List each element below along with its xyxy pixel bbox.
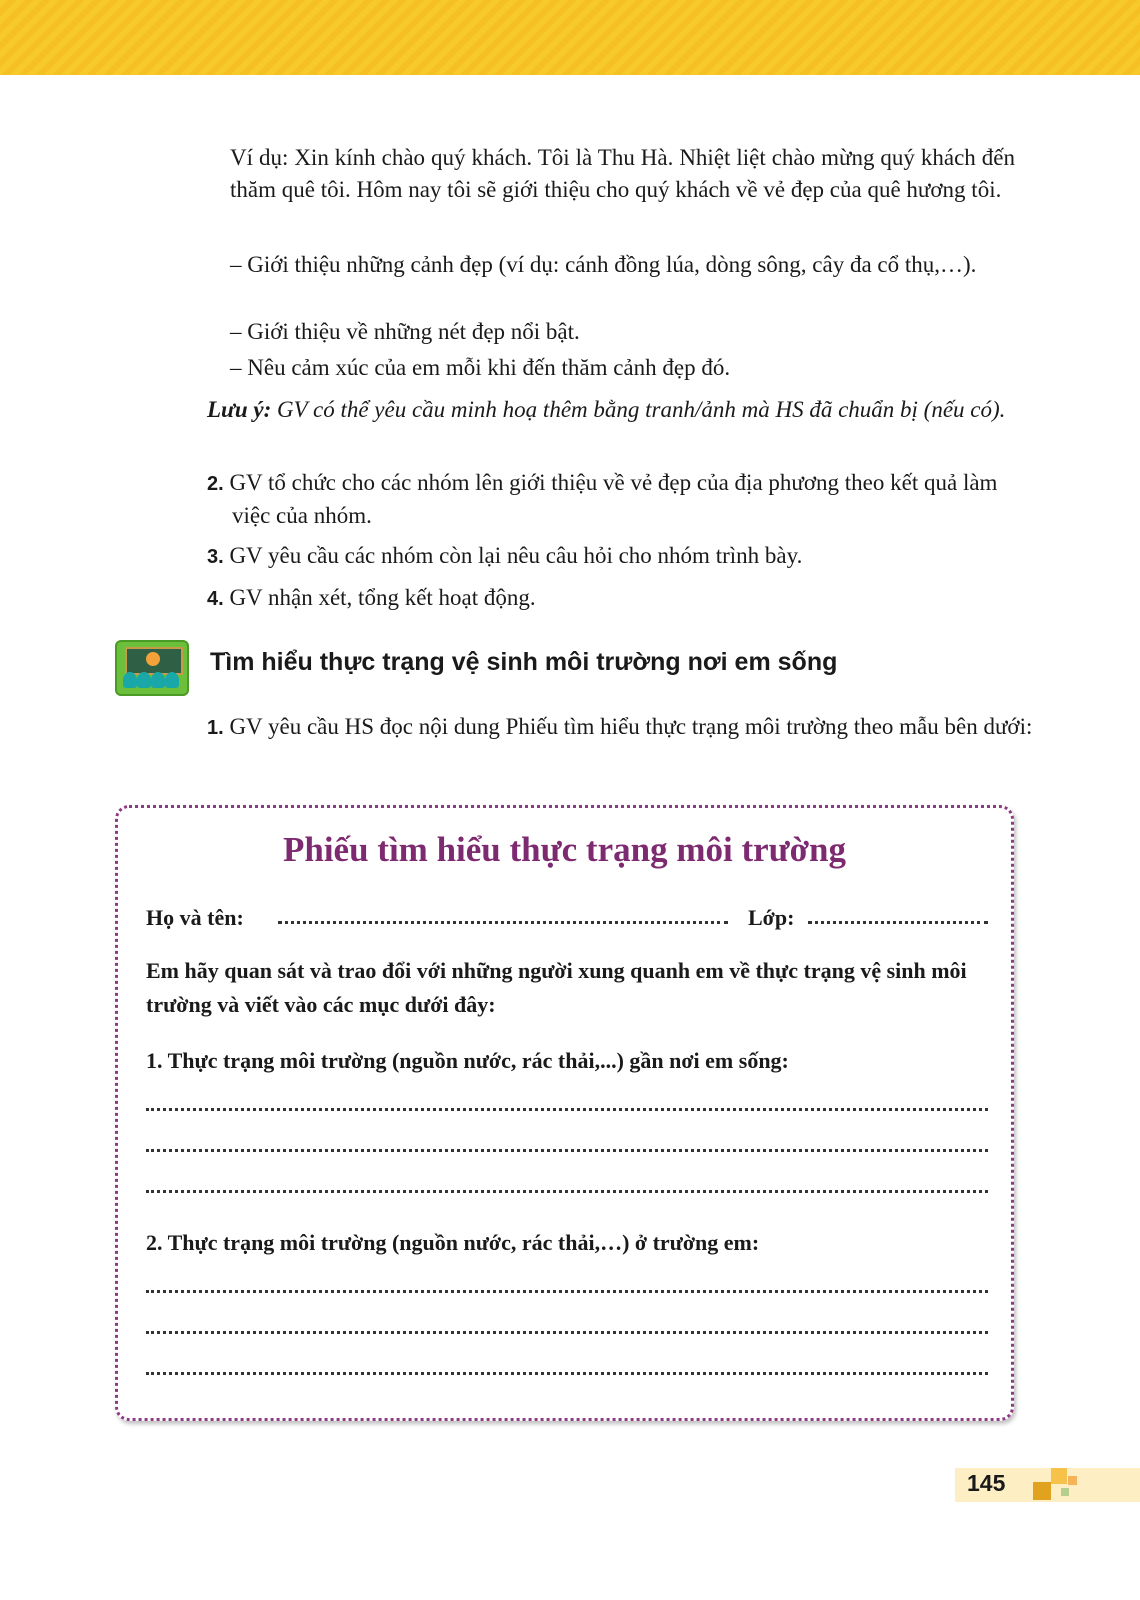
decor-square bbox=[1033, 1482, 1051, 1500]
name-label: Họ và tên: bbox=[146, 905, 244, 930]
answer-line[interactable] bbox=[146, 1190, 988, 1193]
answer-line[interactable] bbox=[146, 1331, 988, 1334]
example-paragraph: Ví dụ: Xin kính chào quý khách. Tôi là Thu Hà. Nhiệt liệt chào mừng quý khách đến thăm quê tôi. Hôm nay tôi sẽ giới thiệu cho quý khách về vẻ đẹp của quê hương tôi. bbox=[230, 145, 1015, 202]
class-label: Lớp: bbox=[748, 905, 795, 930]
page-number: 145 bbox=[967, 1470, 1006, 1496]
decor-square bbox=[1051, 1468, 1067, 1484]
answer-line[interactable] bbox=[146, 1290, 988, 1293]
answer-line[interactable] bbox=[146, 1108, 988, 1111]
header-band bbox=[0, 0, 1140, 75]
page-footer bbox=[955, 1468, 1140, 1502]
step-text: GV tổ chức cho các nhóm lên giới thiệu về vẻ đẹp của địa phương theo kết quả làm việc của nhóm. bbox=[223, 470, 998, 528]
step-2 bbox=[207, 467, 1040, 532]
step-number: 2. bbox=[207, 473, 224, 495]
classroom-group-icon bbox=[115, 640, 189, 696]
step-text: GV yêu cầu HS đọc nội dung Phiếu tìm hiểu thực trạng môi trường theo mẫu bên dưới: bbox=[223, 714, 1033, 739]
question-2: 2. Thực trạng môi trường (nguồn nước, rác thải,…) ở trường em: bbox=[146, 1230, 760, 1255]
note bbox=[207, 394, 1015, 426]
answer-line[interactable] bbox=[146, 1149, 988, 1152]
step-number: 1. bbox=[207, 717, 224, 739]
decor-square bbox=[1068, 1476, 1077, 1485]
note-text: GV có thể yêu cầu minh hoạ thêm bằng tranh/ảnh mà HS đã chuẩn bị (nếu có). bbox=[271, 397, 1006, 422]
section-heading: Tìm hiểu thực trạng vệ sinh môi trường nơi em sống bbox=[210, 648, 838, 676]
bullet-item: – Nêu cảm xúc của em mỗi khi đến thăm cảnh đẹp đó. bbox=[230, 355, 731, 380]
worksheet-title: Phiếu tìm hiểu thực trạng môi trường bbox=[282, 830, 847, 869]
answer-line[interactable] bbox=[146, 1372, 988, 1375]
instruction: Em hãy quan sát và trao đổi với những người xung quanh em về thực trạng vệ sinh môi trường và viết vào các mục dưới đây: bbox=[146, 958, 967, 1017]
step-text: GV yêu cầu các nhóm còn lại nêu câu hỏi cho nhóm trình bày. bbox=[223, 543, 803, 568]
note-label: Lưu ý: bbox=[207, 397, 272, 422]
step-number: 4. bbox=[207, 588, 224, 610]
bullet-item: – Giới thiệu những cảnh đẹp (ví dụ: cánh đồng lúa, dòng sông, cây đa cổ thụ,…). bbox=[230, 252, 977, 277]
name-field[interactable] bbox=[278, 921, 728, 924]
decor-square bbox=[1061, 1488, 1069, 1496]
step-1 bbox=[207, 711, 1040, 744]
class-field[interactable] bbox=[808, 921, 988, 924]
worksheet-box bbox=[115, 805, 1014, 1421]
step-text: GV nhận xét, tổng kết hoạt động. bbox=[223, 585, 536, 610]
question-1: 1. Thực trạng môi trường (nguồn nước, rác thải,...) gần nơi em sống: bbox=[146, 1048, 789, 1073]
step-4 bbox=[207, 582, 1015, 615]
step-3 bbox=[207, 540, 1015, 573]
step-number: 3. bbox=[207, 546, 224, 568]
bullet-item: – Giới thiệu về những nét đẹp nổi bật. bbox=[230, 319, 580, 344]
